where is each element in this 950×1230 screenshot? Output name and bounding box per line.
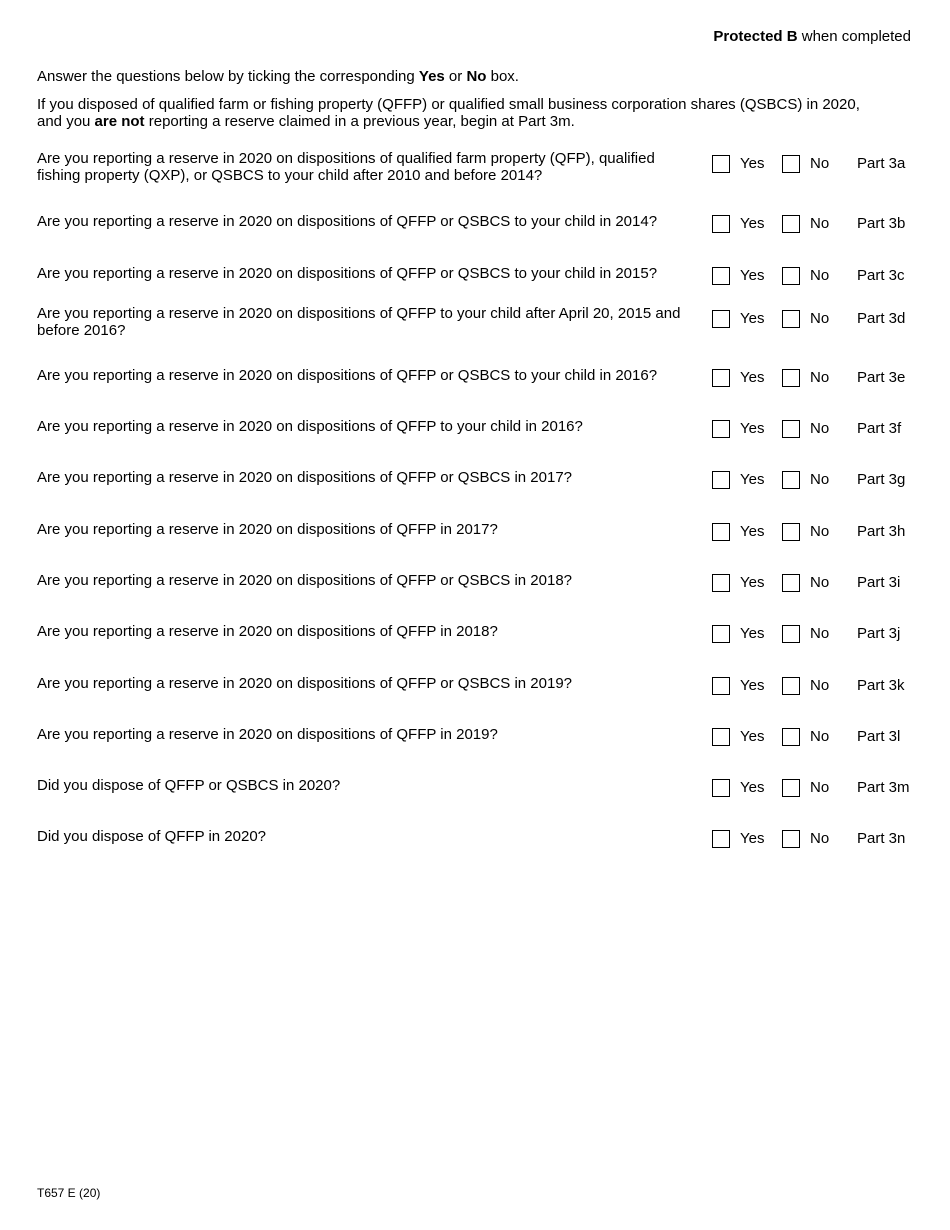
question-row — [37, 774, 911, 814]
question-row — [37, 825, 911, 865]
part-reference: Part 3g — [857, 471, 906, 488]
yes-label: Yes — [740, 369, 765, 386]
protected-b-notice — [713, 28, 911, 45]
yes-label: Yes — [740, 267, 765, 284]
protected-b-suffix: when completed — [797, 28, 911, 45]
no-label: No — [810, 155, 830, 172]
no-checkbox[interactable] — [782, 523, 800, 541]
yes-label: Yes — [740, 215, 765, 232]
part-reference: Part 3c — [857, 267, 905, 284]
no-checkbox[interactable] — [782, 779, 800, 797]
question-row — [37, 210, 911, 250]
no-checkbox[interactable] — [782, 267, 800, 285]
yes-checkbox[interactable] — [712, 523, 730, 541]
form-code: T657 E (20) — [37, 1186, 101, 1200]
part-reference: Part 3b — [857, 215, 906, 232]
yes-label: Yes — [740, 420, 765, 437]
no-checkbox[interactable] — [782, 420, 800, 438]
question-row — [37, 305, 911, 345]
question-text: Are you reporting a reserve in 2020 on dispositions of QFFP in 2017? — [37, 521, 498, 538]
question-row — [37, 415, 911, 455]
no-label: No — [810, 625, 830, 642]
no-label: No — [810, 779, 830, 796]
yes-checkbox[interactable] — [712, 369, 730, 387]
yes-label: Yes — [740, 625, 765, 642]
yes-checkbox[interactable] — [712, 574, 730, 592]
question-text: Did you dispose of QFFP or QSBCS in 2020? — [37, 777, 341, 794]
no-label: No — [810, 523, 830, 540]
question-text: Are you reporting a reserve in 2020 on dispositions of QFFP to your child in 2016? — [37, 418, 583, 435]
yes-checkbox[interactable] — [712, 471, 730, 489]
question-text: Are you reporting a reserve in 2020 on dispositions of QFFP or QSBCS in 2018? — [37, 572, 573, 589]
yes-label: Yes — [740, 830, 765, 847]
part-reference: Part 3e — [857, 369, 906, 386]
yes-label: Yes — [740, 310, 765, 327]
question-text: Are you reporting a reserve in 2020 on dispositions of QFFP or QSBCS in 2019? — [37, 675, 573, 692]
question-row — [37, 150, 911, 190]
yes-label: Yes — [740, 728, 765, 745]
question-text: Are you reporting a reserve in 2020 on dispositions of QFFP or QSBCS to your child in 2014? — [37, 213, 658, 230]
no-label: No — [810, 215, 830, 232]
yes-label: Yes — [740, 523, 765, 540]
yes-checkbox[interactable] — [712, 155, 730, 173]
question-row — [37, 620, 911, 660]
no-label: No — [810, 677, 830, 694]
yes-checkbox[interactable] — [712, 625, 730, 643]
part-reference: Part 3m — [857, 779, 910, 796]
no-checkbox[interactable] — [782, 625, 800, 643]
part-reference: Part 3j — [857, 625, 901, 642]
yes-checkbox[interactable] — [712, 830, 730, 848]
yes-checkbox[interactable] — [712, 779, 730, 797]
no-label: No — [810, 310, 830, 327]
question-row — [37, 672, 911, 712]
yes-checkbox[interactable] — [712, 677, 730, 695]
no-label: No — [810, 471, 830, 488]
no-checkbox[interactable] — [782, 574, 800, 592]
no-checkbox[interactable] — [782, 471, 800, 489]
yes-checkbox[interactable] — [712, 215, 730, 233]
question-row — [37, 518, 911, 558]
yes-checkbox[interactable] — [712, 420, 730, 438]
part-reference: Part 3d — [857, 310, 906, 327]
question-text: Are you reporting a reserve in 2020 on dispositions of QFFP or QSBCS to your child in 2016? — [37, 367, 658, 384]
yes-checkbox[interactable] — [712, 267, 730, 285]
question-row — [37, 466, 911, 506]
part-reference: Part 3f — [857, 420, 902, 437]
yes-label: Yes — [740, 779, 765, 796]
part-reference: Part 3a — [857, 155, 906, 172]
yes-checkbox[interactable] — [712, 310, 730, 328]
no-checkbox[interactable] — [782, 728, 800, 746]
question-row — [37, 723, 911, 763]
part-reference: Part 3k — [857, 677, 905, 694]
no-label: No — [810, 728, 830, 745]
no-label: No — [810, 574, 830, 591]
question-row — [37, 262, 911, 302]
instruction-begin-part-3m: If you disposed of qualified farm or fishing property (QFFP) or qualified small business corporation shares (QSBCS) in 2020, and you are not reporting a reserve claimed in a previous year, begin at Part 3m. — [37, 96, 860, 130]
yes-label: Yes — [740, 574, 765, 591]
no-label: No — [810, 830, 830, 847]
no-label: No — [810, 369, 830, 386]
question-text: Are you reporting a reserve in 2020 on dispositions of qualified farm property (QFP), qualified fishing property (QXP), or QSBCS to your child after 2010 and before 2014? — [37, 150, 655, 184]
no-label: No — [810, 420, 830, 437]
question-text: Are you reporting a reserve in 2020 on dispositions of QFFP or QSBCS in 2017? — [37, 469, 573, 486]
no-checkbox[interactable] — [782, 155, 800, 173]
question-text: Are you reporting a reserve in 2020 on dispositions of QFFP in 2018? — [37, 623, 498, 640]
instruction-tick-boxes: Answer the questions below by ticking the corresponding Yes or No box. — [37, 68, 519, 85]
question-text: Are you reporting a reserve in 2020 on dispositions of QFFP or QSBCS to your child in 2015? — [37, 265, 658, 282]
part-reference: Part 3n — [857, 830, 906, 847]
part-reference: Part 3h — [857, 523, 906, 540]
yes-label: Yes — [740, 677, 765, 694]
question-row — [37, 569, 911, 609]
yes-checkbox[interactable] — [712, 728, 730, 746]
no-checkbox[interactable] — [782, 677, 800, 695]
part-reference: Part 3i — [857, 574, 901, 591]
no-checkbox[interactable] — [782, 310, 800, 328]
protected-b-label: Protected B — [713, 28, 798, 45]
question-row — [37, 364, 911, 404]
question-text: Did you dispose of QFFP in 2020? — [37, 828, 267, 845]
no-checkbox[interactable] — [782, 369, 800, 387]
yes-label: Yes — [740, 471, 765, 488]
part-reference: Part 3l — [857, 728, 901, 745]
question-text: Are you reporting a reserve in 2020 on dispositions of QFFP to your child after April 20, 2015 and before 2016? — [37, 305, 681, 339]
question-text: Are you reporting a reserve in 2020 on dispositions of QFFP in 2019? — [37, 726, 498, 743]
yes-label: Yes — [740, 155, 765, 172]
no-label: No — [810, 267, 830, 284]
no-checkbox[interactable] — [782, 830, 800, 848]
no-checkbox[interactable] — [782, 215, 800, 233]
